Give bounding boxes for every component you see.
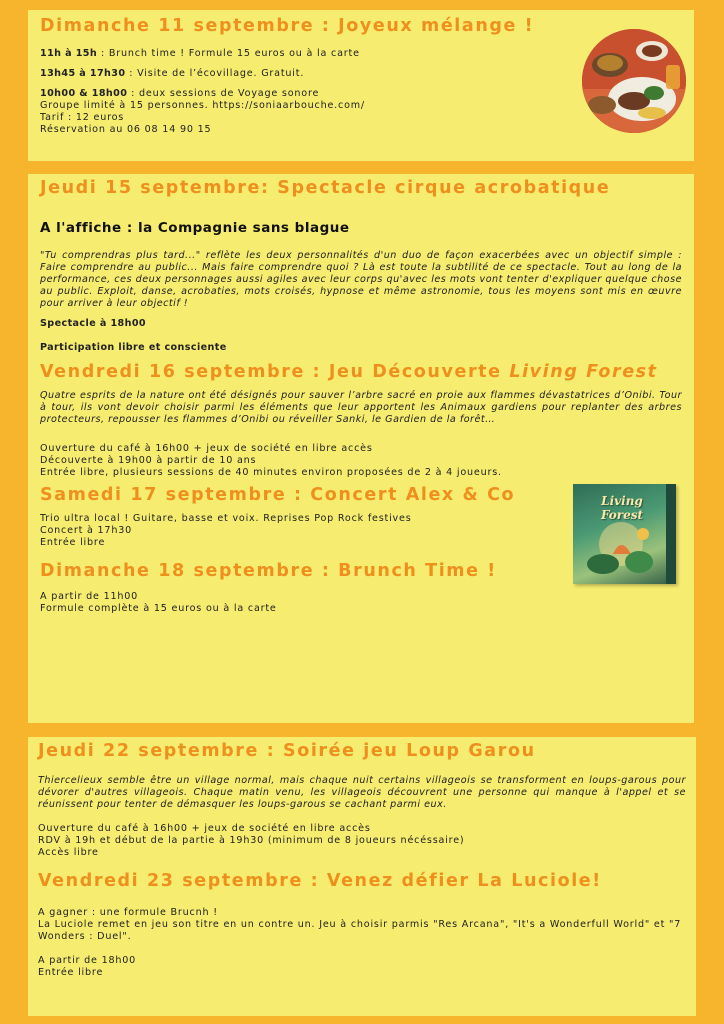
- visit-time: 13h45 à 17h30: [40, 68, 126, 79]
- werewolf-line-3: Accès libre: [38, 847, 99, 858]
- concert-line-3: Entrée libre: [40, 537, 106, 548]
- events-panel-sept-15-18: [28, 174, 694, 723]
- voyage-group-line: Groupe limité à 15 personnes. https://soniaarbouche.com/: [40, 100, 365, 111]
- brunch2-line-2: Formule complète à 15 euros ou à la carte: [40, 603, 277, 614]
- section-title-sept-23: Vendredi 23 septembre : Venez défier La Luciole!: [38, 871, 602, 891]
- show-subtitle: A l'affiche : la Compagnie sans blague: [40, 220, 350, 236]
- voyage-reservation-line: Réservation au 06 08 14 90 15: [40, 124, 212, 135]
- show-participation: Participation libre et consciente: [40, 342, 227, 353]
- werewolf-description: Thiercelieux semble être un village normal, mais chaque nuit certains villageois se transforment en loups-garous pour dévorer d'autres villageois. Chaque matin venu, les villageois découvrent une personne qui manque à l'appel et se réunissent pour tenter de démasquer les loups-garous se cachant parmi eux.: [38, 775, 686, 810]
- game-line-3: Entrée libre, plusieurs sessions de 40 minutes environ proposées de 2 à 4 joueurs.: [40, 467, 502, 478]
- brunch-line: [40, 48, 682, 60]
- game-box-title: Living Forest: [600, 494, 644, 522]
- show-time: Spectacle à 18h00: [40, 318, 146, 329]
- voyage-time: 10h00 & 18h00: [40, 88, 128, 99]
- events-panel-sept-22-23: [28, 737, 696, 1016]
- section-title-sept-11: Dimanche 11 septembre : Joyeux mélange !: [40, 16, 535, 36]
- living-forest-game-box: [573, 484, 676, 584]
- challenge-line-4: Entrée libre: [38, 967, 104, 978]
- game-box-side: [666, 484, 676, 584]
- section-title-sept-15: Jeudi 15 septembre: Spectacle cirque acrobatique: [40, 178, 611, 198]
- section-title-sept-17: Samedi 17 septembre : Concert Alex & Co: [40, 485, 516, 505]
- visit-text: : Visite de l’écovillage. Gratuit.: [125, 68, 305, 79]
- game-line-2: Découverte à 19h00 à partir de 10 ans: [40, 455, 257, 466]
- voyage-text: : deux sessions de Voyage sonore: [127, 88, 320, 99]
- game-description: Quatre esprits de la nature ont été désignés pour sauver l’arbre sacré en proie aux flammes dévastatrices d’Onibi. Tour à tour, ils vont devoir choisir parmi les éléments que leur apportent les Animaux gardiens pour replanter des arbres protecteurs, repousser les flammes d’Onibi ou réveiller Sanki, le Gardien de la forêt…: [40, 390, 682, 425]
- brunch-text: : Brunch time ! Formule 15 euros ou à la carte: [97, 48, 360, 59]
- voyage-price-line: Tarif : 12 euros: [40, 112, 125, 123]
- game-line-1: Ouverture du café à 16h00 + jeux de société en libre accès: [40, 443, 373, 454]
- game-box-art: [573, 484, 666, 584]
- werewolf-line-2: RDV à 19h et début de la partie à 19h30 (minimum de 8 joueurs nécéssaire): [38, 835, 465, 846]
- section-title-sept-18: Dimanche 18 septembre : Brunch Time !: [40, 561, 497, 581]
- concert-line-2: Concert à 17h30: [40, 525, 133, 536]
- brunch2-line-1: A partir de 11h00: [40, 591, 139, 602]
- challenge-line-1: A gagner : une formule Brucnh !: [38, 907, 218, 918]
- challenge-line-3: A partir de 18h00: [38, 955, 137, 966]
- concert-line-1: Trio ultra local ! Guitare, basse et voix. Reprises Pop Rock festives: [40, 513, 412, 524]
- title-prefix: Vendredi 16 septembre : Jeu Découverte: [40, 362, 510, 382]
- section-title-sept-22: Jeudi 22 septembre : Soirée jeu Loup Garou: [38, 741, 536, 761]
- title-game-name: Living Forest: [509, 362, 658, 382]
- section-title-sept-16: [40, 362, 682, 382]
- werewolf-line-1: Ouverture du café à 16h00 + jeux de société en libre accès: [38, 823, 371, 834]
- show-description: "Tu comprendras plus tard..." reflète les deux personnalités d'un duo de façon exacerbées avec un objectif simple : Faire comprendre au public... Mais faire comprendre quoi ? Là est toute la subtilité de ce spectacle. Tout au long de la performance, ces deux personnages aussi agiles avec leur corps qu'avec les mots vont tenter d'expliquer quelque chose au public. Exploit, danse, acrobaties, mots croisés, hypnose et même astronomie, tous les moyens sont mis en œuvre pour arriver à leur objectif !: [40, 250, 682, 309]
- brunch-time: 11h à 15h: [40, 48, 98, 59]
- challenge-line-2: La Luciole remet en jeu son titre en un contre un. Jeu à choisir parmis "Res Arcana", "It's a Wonderfull World" et "7 Wonders : Duel".: [38, 919, 682, 942]
- food-illustration: [582, 29, 686, 133]
- brunch-food-photo: [582, 29, 686, 133]
